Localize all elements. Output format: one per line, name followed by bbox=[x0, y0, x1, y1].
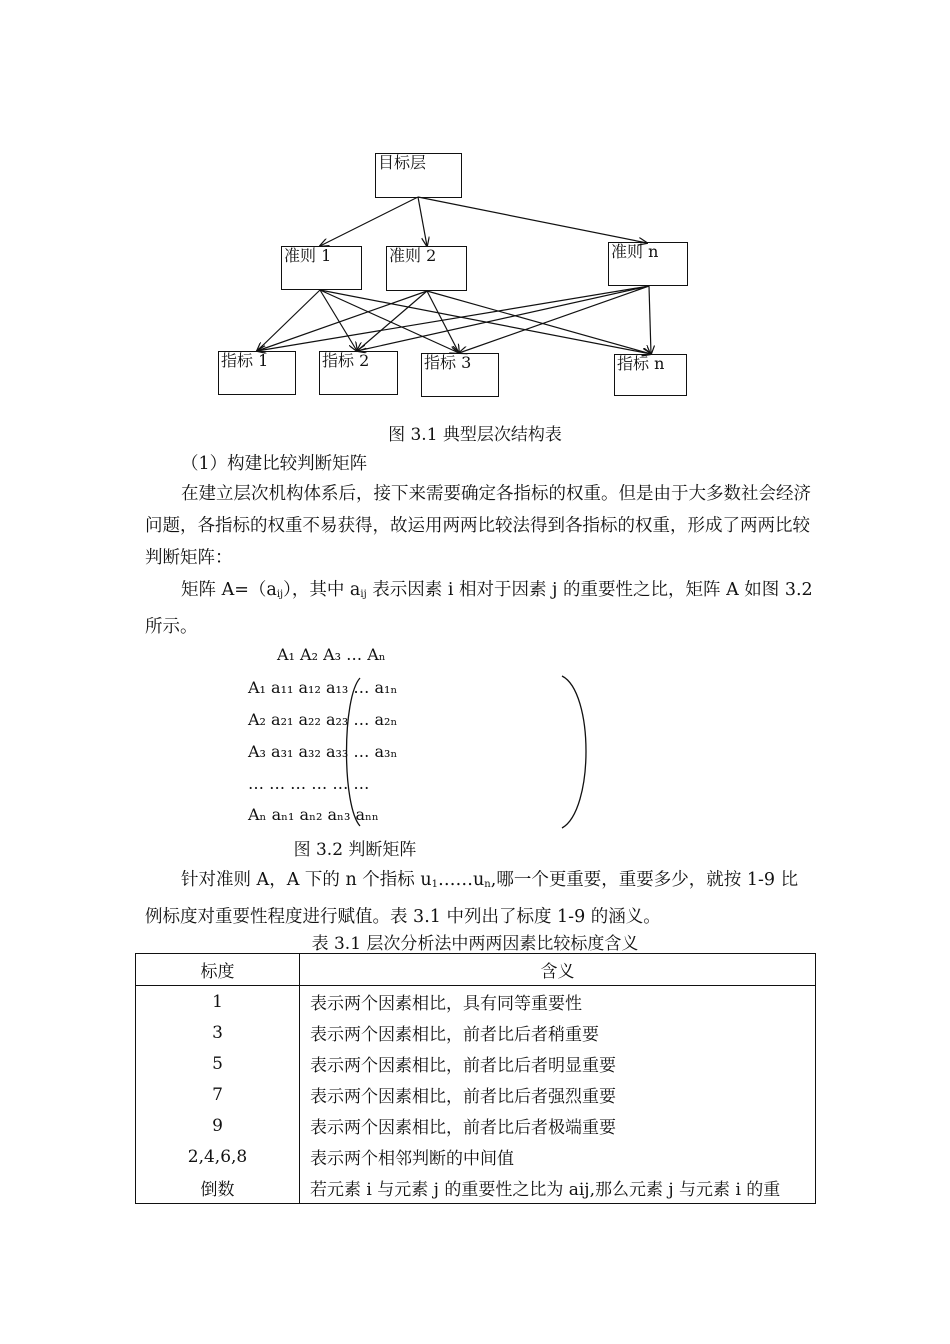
meaning-cell: 表示两个因素相比，前者比后者强烈重要 bbox=[300, 1079, 816, 1110]
table-row bbox=[136, 1017, 816, 1048]
matrix-row-5: Aₙ aₙ₁ aₙ₂ aₙ₃ aₙₙ bbox=[248, 805, 379, 824]
table-row bbox=[136, 1110, 816, 1141]
table-row bbox=[136, 1079, 816, 1110]
criterion-n-box bbox=[608, 242, 688, 286]
matrix-header: A₁ A₂ A₃ … Aₙ bbox=[277, 645, 386, 664]
meaning-cell: 表示两个相邻判断的中间值 bbox=[300, 1141, 816, 1172]
meaning-cell: 表示两个因素相比，前者比后者稍重要 bbox=[300, 1017, 816, 1048]
section-heading: （1）构建比较判断矩阵 bbox=[181, 454, 368, 474]
matrix-row-4: … … … … … … bbox=[248, 774, 370, 793]
matrix-row-3: A₃ a₃₁ a₃₂ a₃₃ … a₃ₙ bbox=[248, 742, 398, 761]
criterion-1-label: 准则 1 bbox=[284, 246, 332, 265]
meaning-cell: 表示两个因素相比，前者比后者极端重要 bbox=[300, 1110, 816, 1141]
paragraph-3: 针对准则 A，A 下的 n 个指标 $u_1\dots\dots u_n$,哪一个更重要，重要多少，就按 1-9 比例标度对重要性程度进行赋值。表 3.1 中列出了标度 1-9 的涵义。 bbox=[145, 870, 799, 927]
indicator-n-label: 指标 n bbox=[617, 354, 665, 373]
indicator-3-label: 指标 3 bbox=[424, 353, 472, 372]
scale-cell: 5 bbox=[136, 1048, 300, 1079]
table-row bbox=[136, 1172, 816, 1204]
indicator-n-box bbox=[614, 354, 687, 396]
scale-cell: 1 bbox=[136, 986, 300, 1018]
paragraph-1: 在建立层次机构体系后，接下来需要确定各指标的权重。但是由于大多数社会经济问题，各指标的权重不易获得，故运用两两比较法得到各指标的权重，形成了两两比较判断矩阵： bbox=[145, 484, 811, 568]
meaning-cell: 表示两个因素相比，前者比后者明显重要 bbox=[300, 1048, 816, 1079]
indicator-3-box bbox=[421, 353, 499, 397]
header-scale: 标度 bbox=[136, 954, 300, 986]
header-meaning: 含义 bbox=[300, 954, 816, 986]
goal-layer-box bbox=[375, 153, 462, 198]
indicator-1-box bbox=[218, 351, 296, 395]
table-row bbox=[136, 1048, 816, 1079]
figure-3-2-caption: 图 3.2 判断矩阵 bbox=[293, 840, 417, 860]
indicator-2-label: 指标 2 bbox=[322, 351, 370, 370]
matrix-row-1: A₁ a₁₁ a₁₂ a₁₃ … a₁ₙ bbox=[248, 678, 398, 697]
table-row bbox=[136, 986, 816, 1018]
matrix-row-2: A₂ a₂₁ a₂₂ a₂₃ … a₂ₙ bbox=[248, 710, 398, 729]
scale-cell: 3 bbox=[136, 1017, 300, 1048]
scale-cell: 倒数 bbox=[136, 1172, 300, 1204]
criterion-n-label: 准则 n bbox=[611, 242, 659, 261]
criterion-1-box bbox=[281, 246, 362, 290]
paragraph-2: 矩阵 $A=(a_{ij})$，其中 $a_{ij}$ 表示因素 i 相对于因素 j 的重要性之比，矩阵 A 如图 3.2 所示。 bbox=[145, 580, 813, 637]
indicator-2-box bbox=[319, 351, 398, 395]
meaning-cell: 表示两个因素相比，具有同等重要性 bbox=[300, 986, 816, 1018]
figure-3-1-caption: 图 3.1 典型层次结构表 bbox=[388, 425, 562, 445]
scale-cell: 7 bbox=[136, 1079, 300, 1110]
table-header-row bbox=[136, 954, 816, 986]
meaning-cell: 若元素 i 与元素 j 的重要性之比为 aij,那么元素 j 与元素 i 的重 bbox=[300, 1172, 816, 1204]
matrix-brackets bbox=[330, 670, 600, 835]
table-row bbox=[136, 1141, 816, 1172]
goal-layer-label: 目标层 bbox=[378, 153, 427, 172]
scale-table bbox=[135, 953, 816, 1204]
criterion-2-label: 准则 2 bbox=[389, 246, 437, 265]
indicator-1-label: 指标 1 bbox=[221, 351, 269, 370]
table-3-1-caption: 表 3.1 层次分析法中两两因素比较标度含义 bbox=[311, 934, 639, 954]
criterion-2-box bbox=[386, 246, 467, 291]
scale-cell: 2,4,6,8 bbox=[136, 1141, 300, 1172]
scale-cell: 9 bbox=[136, 1110, 300, 1141]
